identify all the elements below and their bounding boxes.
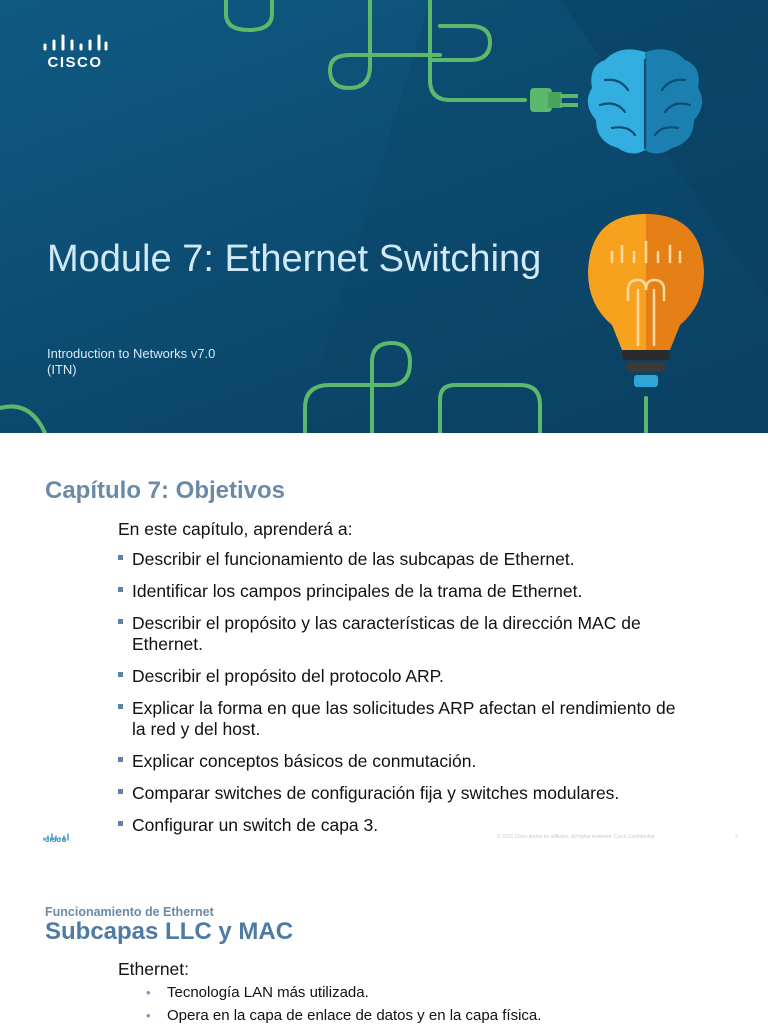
course-code: (ITN) <box>47 362 77 377</box>
list-item <box>118 751 678 772</box>
objective-text: Describir el funcionamiento de las subcapas de Ethernet. <box>132 549 575 569</box>
ethernet-bullets <box>146 984 706 1024</box>
objective-text: Explicar la forma en que las solicitudes ARP afectan el rendimiento de la red y del host. <box>132 698 676 739</box>
course-name: Introduction to Networks v7.0 <box>47 346 216 361</box>
bullet-text: Opera en la capa de enlace de datos y en la capa física. <box>167 1007 542 1024</box>
list-item <box>118 815 678 836</box>
list-item <box>118 613 678 655</box>
square-bullet-icon <box>118 789 123 794</box>
objectives-list <box>118 549 678 847</box>
list-item <box>118 549 678 570</box>
objective-text: Comparar switches de configuración fija y switches modulares. <box>132 783 620 803</box>
footer-cisco-logo <box>42 829 70 847</box>
list-item <box>146 984 706 1002</box>
cisco-bars-icon <box>40 34 110 54</box>
chapter-intro: En este capítulo, aprenderá a: <box>118 519 353 539</box>
list-item <box>118 666 678 687</box>
bullet-text: Tecnología LAN más utilizada. <box>167 984 369 1001</box>
dot-bullet-icon: • <box>146 1008 151 1023</box>
square-bullet-icon <box>118 555 123 560</box>
objective-text: Explicar conceptos básicos de conmutación. <box>132 751 477 771</box>
list-item <box>118 581 678 602</box>
module-title: Module 7: Ethernet Switching <box>47 238 542 280</box>
page-number: 2 <box>735 834 738 840</box>
objective-text: Configurar un switch de capa 3. <box>132 815 379 835</box>
list-item <box>118 698 678 740</box>
sublayers-slide <box>0 863 768 1024</box>
objective-text: Identificar los campos principales de la trama de Ethernet. <box>132 581 583 601</box>
square-bullet-icon <box>118 757 123 762</box>
slide-title: Subcapas LLC y MAC <box>45 918 294 945</box>
list-item <box>146 1007 706 1024</box>
dot-bullet-icon: • <box>146 985 151 1000</box>
section-label: Funcionamiento de Ethernet <box>45 905 214 919</box>
footer-cisco-wordmark: CISCO <box>44 838 67 844</box>
cisco-logo <box>40 34 110 70</box>
title-slide <box>0 0 768 433</box>
cisco-wordmark: CISCO <box>47 54 103 71</box>
chapter-title: Capítulo 7: Objetivos <box>45 477 286 504</box>
square-bullet-icon <box>118 619 123 624</box>
ethernet-intro: Ethernet: <box>118 959 190 979</box>
course-subtitle <box>47 346 347 378</box>
objectives-slide <box>0 433 768 863</box>
footer-copyright: © 2016 Cisco and/or its affiliates. All rights reserved. Cisco Confidential <box>497 834 655 840</box>
objective-text: Describir el propósito y las características de la dirección MAC de Ethernet. <box>132 613 641 654</box>
objective-text: Describir el propósito del protocolo ARP. <box>132 666 444 686</box>
square-bullet-icon <box>118 587 123 592</box>
square-bullet-icon <box>118 704 123 709</box>
list-item <box>118 783 678 804</box>
square-bullet-icon <box>118 672 123 677</box>
square-bullet-icon <box>118 821 123 826</box>
